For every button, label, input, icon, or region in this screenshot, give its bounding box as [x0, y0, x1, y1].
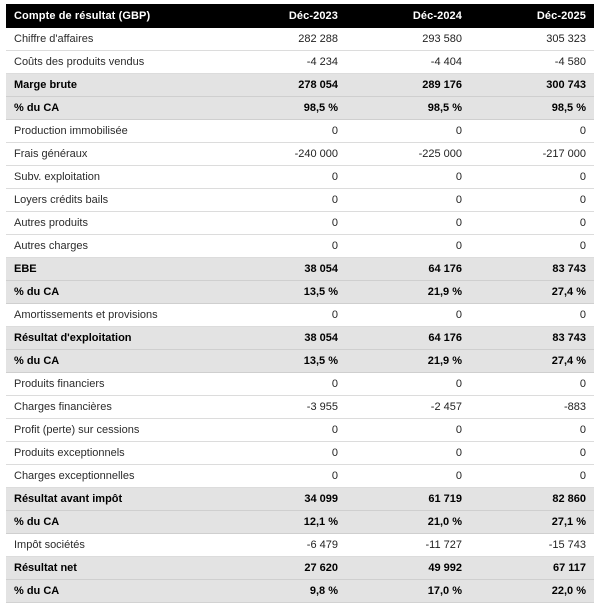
table-row	[6, 419, 594, 442]
table-row	[6, 534, 594, 557]
table-row	[6, 143, 594, 166]
row-value: 27 620	[222, 557, 346, 580]
row-value: 0	[346, 442, 470, 465]
table-row	[6, 488, 594, 511]
row-value: 64 176	[346, 258, 470, 281]
row-value: 0	[222, 189, 346, 212]
row-value: 61 719	[346, 488, 470, 511]
table-body	[6, 28, 594, 603]
row-value: 17,0 %	[346, 580, 470, 603]
row-label: Coûts des produits vendus	[6, 51, 222, 74]
row-value: 0	[346, 212, 470, 235]
table-row	[6, 212, 594, 235]
row-value: 0	[222, 304, 346, 327]
row-value: 0	[222, 212, 346, 235]
row-value: 0	[346, 419, 470, 442]
table-row	[6, 189, 594, 212]
table-row	[6, 580, 594, 603]
row-value: 300 743	[470, 74, 594, 97]
row-value: 0	[222, 166, 346, 189]
row-value: 0	[222, 235, 346, 258]
table-row	[6, 51, 594, 74]
row-value: 9,8 %	[222, 580, 346, 603]
table-row	[6, 396, 594, 419]
row-label: Charges exceptionnelles	[6, 465, 222, 488]
row-label: Production immobilisée	[6, 120, 222, 143]
row-value: 0	[470, 419, 594, 442]
row-label: % du CA	[6, 580, 222, 603]
row-value: 98,5 %	[346, 97, 470, 120]
table-row	[6, 442, 594, 465]
row-value: -4 404	[346, 51, 470, 74]
row-value: 0	[222, 442, 346, 465]
table-row	[6, 465, 594, 488]
table-row	[6, 120, 594, 143]
row-value: 0	[222, 373, 346, 396]
row-value: 0	[222, 120, 346, 143]
row-label: Autres charges	[6, 235, 222, 258]
row-value: 305 323	[470, 28, 594, 51]
row-label: EBE	[6, 258, 222, 281]
row-value: 0	[470, 189, 594, 212]
row-value: 98,5 %	[222, 97, 346, 120]
row-value: -6 479	[222, 534, 346, 557]
row-value: -11 727	[346, 534, 470, 557]
row-value: 38 054	[222, 327, 346, 350]
row-value: 49 992	[346, 557, 470, 580]
row-value: 0	[346, 235, 470, 258]
row-label: Résultat d'exploitation	[6, 327, 222, 350]
row-label: Marge brute	[6, 74, 222, 97]
table-row	[6, 304, 594, 327]
row-value: 0	[346, 189, 470, 212]
row-value: 98,5 %	[470, 97, 594, 120]
income-statement-table	[6, 4, 594, 603]
row-label: Charges financières	[6, 396, 222, 419]
row-value: 282 288	[222, 28, 346, 51]
row-value: -4 580	[470, 51, 594, 74]
row-label: Amortissements et provisions	[6, 304, 222, 327]
row-label: Impôt sociétés	[6, 534, 222, 557]
row-value: 21,0 %	[346, 511, 470, 534]
row-value: 67 117	[470, 557, 594, 580]
row-value: 0	[222, 419, 346, 442]
row-value: 0	[346, 373, 470, 396]
row-value: 0	[470, 304, 594, 327]
row-label: Loyers crédits bails	[6, 189, 222, 212]
row-value: 22,0 %	[470, 580, 594, 603]
header-row	[6, 4, 594, 28]
table-row	[6, 327, 594, 350]
row-label: Autres produits	[6, 212, 222, 235]
row-label: % du CA	[6, 281, 222, 304]
table-row	[6, 166, 594, 189]
table-row	[6, 511, 594, 534]
row-value: 0	[346, 304, 470, 327]
row-label: Produits financiers	[6, 373, 222, 396]
row-value: 12,1 %	[222, 511, 346, 534]
row-value: 13,5 %	[222, 350, 346, 373]
row-value: 64 176	[346, 327, 470, 350]
row-value: 0	[470, 465, 594, 488]
table-header	[6, 4, 594, 28]
row-label: Frais généraux	[6, 143, 222, 166]
row-value: 82 860	[470, 488, 594, 511]
row-value: 27,4 %	[470, 281, 594, 304]
row-value: 34 099	[222, 488, 346, 511]
row-label: Produits exceptionnels	[6, 442, 222, 465]
row-value: 0	[346, 120, 470, 143]
row-value: 27,1 %	[470, 511, 594, 534]
row-label: Subv. exploitation	[6, 166, 222, 189]
row-value: 0	[470, 212, 594, 235]
row-label: Chiffre d'affaires	[6, 28, 222, 51]
row-label: % du CA	[6, 97, 222, 120]
row-value: 0	[346, 465, 470, 488]
row-value: 0	[470, 442, 594, 465]
row-value: 0	[222, 465, 346, 488]
table-row	[6, 74, 594, 97]
column-header-0: Déc-2023	[222, 4, 346, 28]
table-row	[6, 281, 594, 304]
row-value: 0	[470, 166, 594, 189]
row-value: -3 955	[222, 396, 346, 419]
row-value: 0	[470, 120, 594, 143]
table-row	[6, 235, 594, 258]
row-value: 83 743	[470, 258, 594, 281]
row-value: 38 054	[222, 258, 346, 281]
row-value: 289 176	[346, 74, 470, 97]
row-value: 21,9 %	[346, 350, 470, 373]
row-label: Profit (perte) sur cessions	[6, 419, 222, 442]
row-value: 0	[470, 235, 594, 258]
row-value: 293 580	[346, 28, 470, 51]
row-value: 27,4 %	[470, 350, 594, 373]
table-row	[6, 350, 594, 373]
row-value: -2 457	[346, 396, 470, 419]
table-row	[6, 28, 594, 51]
table-row	[6, 557, 594, 580]
row-value: 13,5 %	[222, 281, 346, 304]
row-value: -15 743	[470, 534, 594, 557]
row-value: -225 000	[346, 143, 470, 166]
row-value: -217 000	[470, 143, 594, 166]
row-value: -4 234	[222, 51, 346, 74]
column-header-2: Déc-2025	[470, 4, 594, 28]
row-label: % du CA	[6, 350, 222, 373]
table-title: Compte de résultat (GBP)	[6, 4, 222, 28]
column-header-1: Déc-2024	[346, 4, 470, 28]
table-row	[6, 258, 594, 281]
row-value: 21,9 %	[346, 281, 470, 304]
row-value: -883	[470, 396, 594, 419]
table-row	[6, 97, 594, 120]
table-row	[6, 373, 594, 396]
row-label: Résultat net	[6, 557, 222, 580]
row-value: 278 054	[222, 74, 346, 97]
row-label: Résultat avant impôt	[6, 488, 222, 511]
row-label: % du CA	[6, 511, 222, 534]
row-value: 0	[346, 166, 470, 189]
row-value: -240 000	[222, 143, 346, 166]
row-value: 83 743	[470, 327, 594, 350]
row-value: 0	[470, 373, 594, 396]
